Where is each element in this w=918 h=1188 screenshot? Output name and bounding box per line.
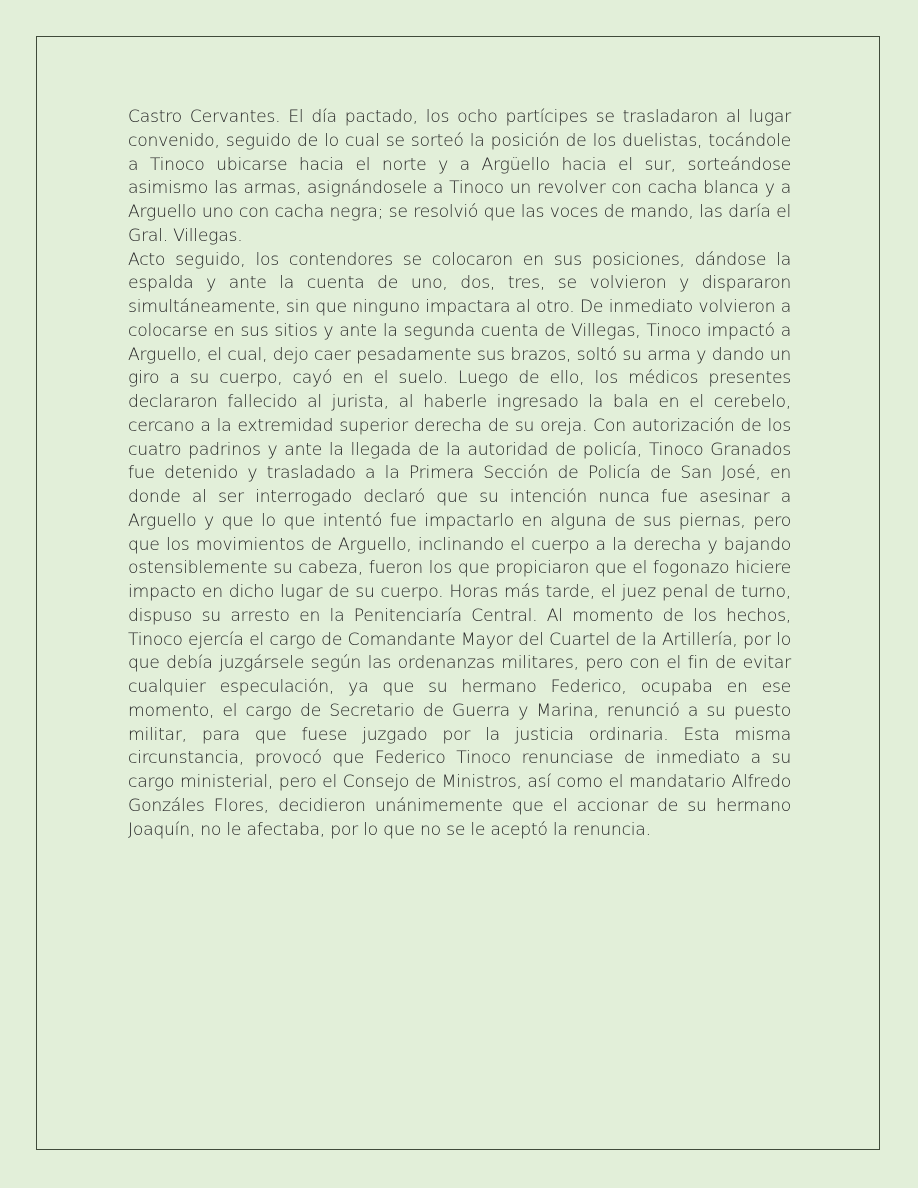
document-body [128, 106, 791, 842]
paragraph-1: Castro Cervantes. El día pactado, los ocho partícipes se trasladaron al lugar convenido, seguido de lo cual se sorteó la posición de los duelistas, tocándole a Tinoco ubicarse hacia el norte y a Argüello hacia el sur, sorteándose asimismo las armas, asignándosele a Tinoco un revolver con cacha blanca y a Arguello uno con cacha negra; se resolvió que las voces de mando, las daría el Gral. Villegas. [128, 107, 791, 246]
paragraph-2: Acto seguido, los contendores se colocaron en sus posiciones, dándose la espalda y ante la cuenta de uno, dos, tres, se volvieron y dispararon simultáneamente, sin que ninguno impactara al otro. De inmediato volvieron a colocarse en sus sitios y ante la segunda cuenta de Villegas, Tinoco impactó a Arguello, el cual, dejo caer pesadamente sus brazos, soltó su arma y dando un giro a su cuerpo, cayó en el suelo. Luego de ello, los médicos presentes declararon fallecido al jurista, al haberle ingresado la bala en el cerebelo, cercano a la extremidad superior derecha de su oreja. Con autorización de los cuatro padrinos y ante la llegada de la autoridad de policía, Tinoco Granados fue detenido y trasladado a la Primera Sección de Policía de San José, en donde al ser interrogado declaró que su intención nunca fue asesinar a Arguello y que lo que intentó fue impactarlo en alguna de sus piernas, pero que los movimientos de Arguello, inclinando el cuerpo a la derecha y bajando ostensiblemente su cabeza, fueron los que propiciaron que el fogonazo hiciere impacto en dicho lugar de su cuerpo. Horas más tarde, el juez penal de turno, dispuso su arresto en la Penitenciaría Central. Al momento de los hechos, Tinoco ejercía el cargo de Comandante Mayor del Cuartel de la Artillería, por lo que debía juzgársele según las ordenanzas militares, pero con el fin de evitar cualquier especulación, ya que su hermano Federico, ocupaba en ese momento, el cargo de Secretario de Guerra y Marina, renunció a su puesto militar, para que fuese juzgado por la justicia ordinaria. Esta misma circunstancia, provocó que Federico Tinoco renunciase de inmediato a su cargo ministerial, pero el Consejo de Ministros, así como el mandatario Alfredo Gonzáles Flores, decidieron unánimemente que el accionar de su hermano Joaquín, no le afectaba, por lo que no se le aceptó la renuncia. [128, 249, 791, 840]
